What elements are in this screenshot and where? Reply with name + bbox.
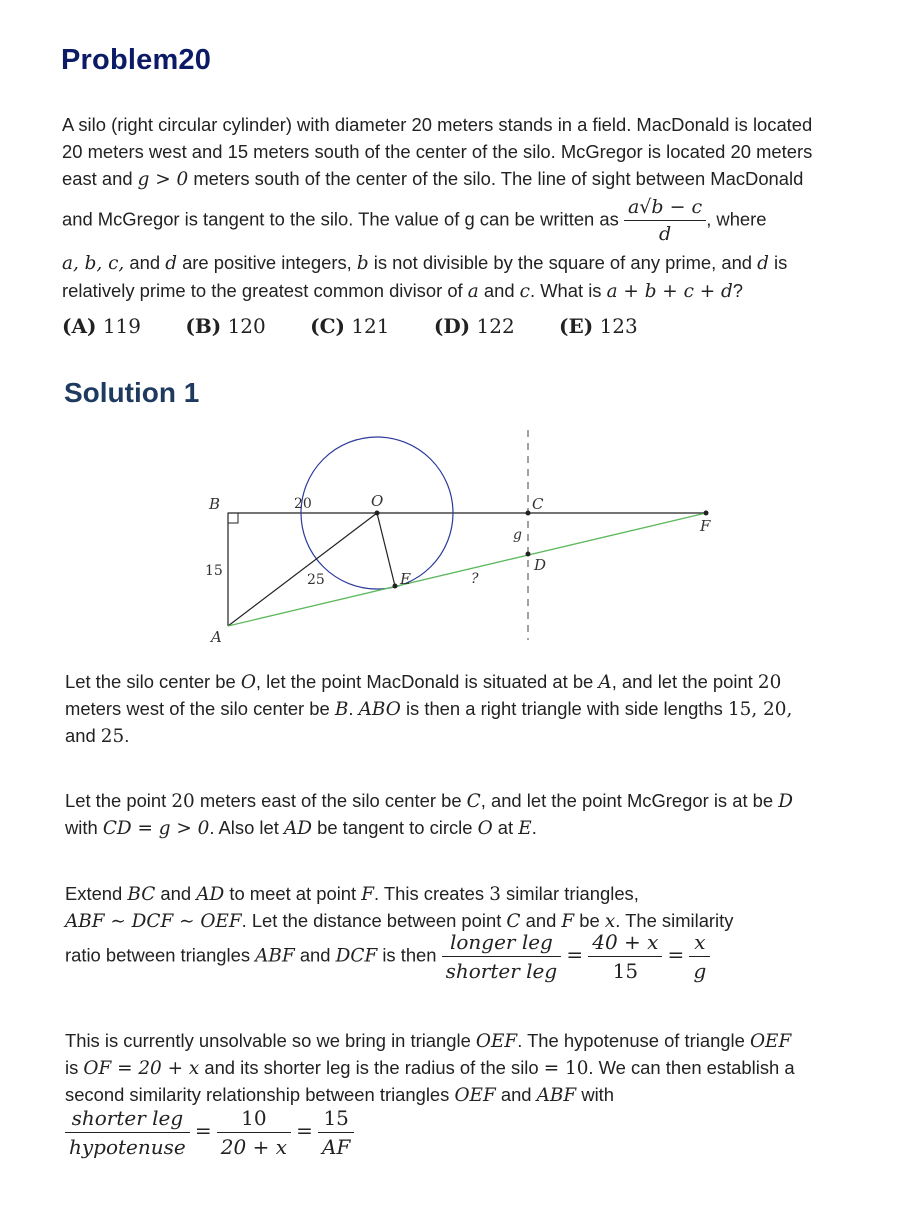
solution-p4-line-3: second similarity relationship between triangles OEF and ABF with (65, 1084, 615, 1106)
ratio-fraction-x-over-g: $\frac{x}{g}$ (689, 930, 710, 983)
label-f: F (700, 517, 711, 535)
label-length-ao: 25 (307, 572, 325, 588)
solution-p4-line-2: is OF = 20 + x and its shorter leg is the radius of the silo = 10. We can then establish a (65, 1057, 795, 1079)
point-o (375, 511, 380, 516)
problem-text-line-2: 20 meters west and 15 meters south of the center of the silo. McGregor is located 20 meters (62, 141, 813, 162)
choice-a: (A) 119 (62, 314, 141, 338)
point-c (526, 511, 531, 516)
choice-d: (D) 122 (433, 314, 515, 338)
ratio-fraction-15-af: $\frac{15}{AF}$ (318, 1106, 354, 1159)
solution-p3-line-1: Extend BC and AD to meet at point F. This creates 3 similar triangles, (65, 883, 639, 905)
point-f (704, 511, 709, 516)
choice-b: (B) 120 (185, 314, 266, 338)
solution-p4-line-1: This is currently unsolvable so we bring in triangle OEF. The hypotenuse of triangle OEF (65, 1030, 792, 1052)
g-form-fraction: $\frac{a√b - c}{d}$ (624, 196, 706, 245)
solution-p1-line-2: meters west of the silo center be B. ABO is then a right triangle with side lengths 15, 20, (65, 698, 793, 720)
point-e (393, 584, 398, 589)
geometry-diagram (0, 425, 907, 655)
solution-title: Solution 1 (64, 377, 200, 408)
label-length-ab: 15 (205, 563, 223, 579)
label-e: E (400, 570, 411, 588)
solution-p1-line-3: and 25. (65, 725, 130, 747)
solution-p2-line-1: Let the point 20 meters east of the silo center be C, and let the point McGregor is at be D (65, 790, 793, 812)
problem-text-line-6: relatively prime to the greatest common divisor of a and c. What is a + b + c + d? (62, 280, 743, 302)
label-c: C (532, 495, 544, 513)
label-b: B (209, 495, 221, 513)
ratio-fraction-legs: $\frac{\text{longer leg}}{\text{shorter leg}}$ (442, 930, 562, 983)
choice-c: (C) 121 (310, 314, 390, 338)
label-unknown: ? (471, 571, 479, 587)
problem-text-line-5: a, b, c, and d are positive integers, b is not divisible by the square of any prime, and d is (62, 252, 788, 274)
point-d (526, 552, 531, 557)
problem-text-line-3: east and g > 0 meters south of the center of the silo. The line of sight between MacDonald (62, 168, 804, 190)
solution-p3-line-2: ABF ∼ DCF ∼ OEF. Let the distance between point C and F be x. The similarity (65, 910, 734, 932)
line-oe (377, 513, 395, 586)
problem-title: Problem20 (61, 44, 212, 76)
label-o: O (371, 492, 384, 510)
problem-text-line-4: and McGregor is tangent to the silo. The value of g can be written as $\frac{a√b - c}{d}$ , where (62, 196, 767, 245)
label-g: g (513, 527, 522, 543)
ratio-fraction-shorter-hyp: $\frac{\text{shorter leg}}{\text{hypotenuse}}$ (65, 1106, 190, 1159)
tangent-line-af (228, 513, 706, 626)
solution-p1-line-1: Let the silo center be O, let the point MacDonald is situated at be A, and let the point 20 (65, 671, 782, 693)
label-a: A (211, 628, 222, 646)
right-angle-marker (228, 513, 238, 523)
label-d: D (534, 556, 547, 574)
solution-p3-line-3: ratio between triangles ABF and DCF is then $\frac{\text{longer leg}}{\text{shorter leg}}$ = $\frac{40 + x}{15}$ = $\frac{x}{g}$ (65, 930, 710, 983)
problem-text-line-1: A silo (right circular cylinder) with diameter 20 meters stands in a field. MacDonald is located (62, 114, 813, 135)
solution-p4-line-4: $\frac{\text{shorter leg}}{\text{hypotenuse}}$ = $\frac{10}{20 + x}$ = $\frac{15}{AF}$ (65, 1106, 354, 1159)
choice-e: (E) 123 (559, 314, 638, 338)
answer-choices (62, 314, 676, 338)
ratio-fraction-10: $\frac{10}{20 + x}$ (217, 1106, 291, 1159)
label-length-bo: 20 (294, 496, 312, 512)
ratio-fraction-40-plus-x: $\frac{40 + x}{15}$ (588, 930, 662, 983)
solution-p2-line-2: with CD = g > 0. Also let AD be tangent to circle O at E. (65, 817, 537, 839)
